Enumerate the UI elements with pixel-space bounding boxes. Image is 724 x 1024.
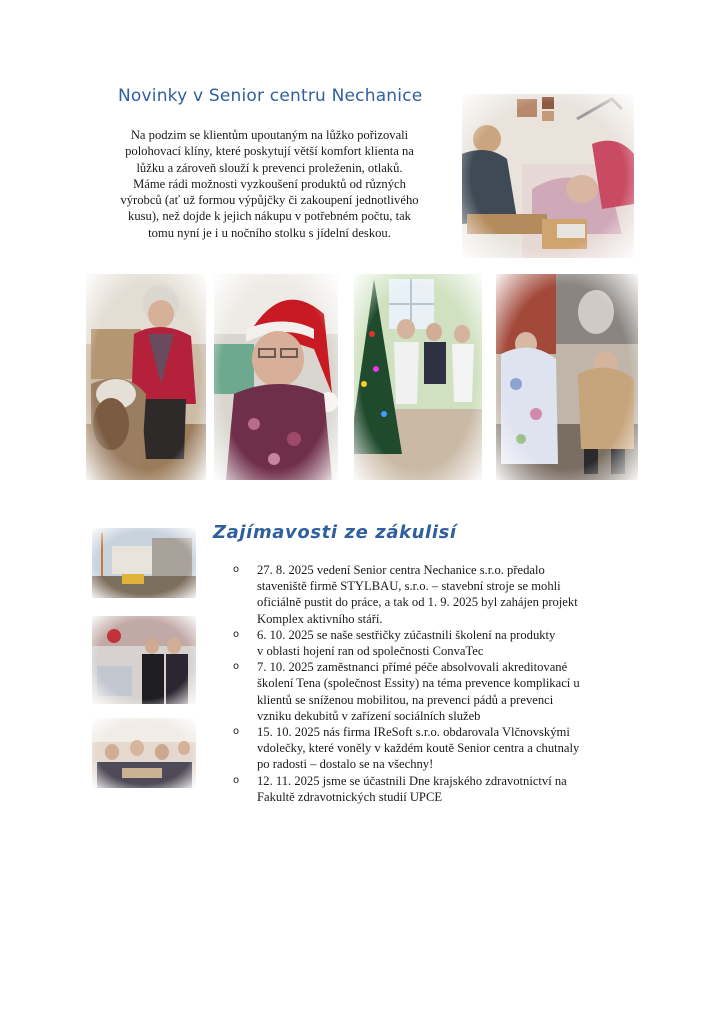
intro-line: lůžku a zároveň slouží k prevenci proleženin, otlaků. (136, 160, 403, 175)
photo-clients-gathering (92, 718, 196, 788)
intro-paragraph (92, 127, 447, 241)
list-item (233, 562, 648, 627)
photo-client-santa-hat (214, 274, 338, 480)
item-line: klientů se sníženou mobilitou, na prevenci pádů a prevenci (257, 692, 554, 707)
bullet-marker: o (233, 726, 240, 738)
item-line: Komplex aktivního stáří. (257, 611, 383, 626)
item-line: 12. 11. 2025 jsme se účastnili Dne krajského zdravotnictví na (257, 773, 567, 788)
intro-line: Na podzim se klientům upoutaným na lůžko pořizovali (130, 128, 409, 142)
photo-construction-site (92, 528, 196, 598)
bullet-marker: o (233, 628, 240, 640)
bullet-marker: o (233, 661, 240, 673)
section-title-behind-scenes: Zajímavosti ze zákulisí (213, 522, 457, 543)
item-line: 15. 10. 2025 nás firma IReSoft s.r.o. obdarovala Vlčnovskými (257, 725, 570, 740)
intro-line: kusu), než dojde k jejich nákupu v potřebném počtu, tak (128, 209, 411, 224)
item-line: 6. 10. 2025 se naše sestřičky zúčastnili školení na produkty (257, 627, 556, 642)
item-line: oficiálně pustit do práce, a tak od 1. 9. 2025 byl zahájen projekt (257, 595, 578, 610)
intro-line: polohovací klíny, které poskytují větší komfort klienta na (125, 144, 414, 159)
bullet-marker: o (233, 774, 240, 786)
photo-clients-outdoor (496, 274, 638, 480)
list-item (233, 724, 648, 773)
photo-staff-training (92, 616, 196, 704)
intro-line: Máme rádi možnosti vyzkoušení produktů od různých (133, 176, 406, 191)
item-line: vzniku dekubitů v zařízení sociálních služeb (257, 708, 481, 723)
item-line: školení Tena (společnost Essity) na téma prevence komplikací u (257, 676, 580, 691)
photo-caregivers-bedside (462, 94, 634, 258)
item-line: Fakultě zdravotnických studií UPCE (257, 789, 443, 804)
photo-christmas-tree-staff (354, 274, 482, 480)
item-line: staveniště firmě STYLBAU, s.r.o. – stavební stroje se mohli (257, 579, 561, 594)
intro-line: výrobců (ať už formou výpůjčky či zakoupení jednotlivého (120, 193, 419, 208)
bullet-marker: o (233, 564, 240, 575)
item-line: v oblasti hojení ran od společnosti ConvaTec (257, 644, 484, 659)
photo-client-with-dog (86, 274, 206, 480)
list-item (233, 659, 648, 724)
item-line: 7. 10. 2025 zaměstnanci přímé péče absolvovali akreditované (257, 660, 568, 675)
section-title-news: Novinky v Senior centru Nechanice (118, 86, 423, 106)
list-item (233, 627, 648, 659)
item-line: 27. 8. 2025 vedení Senior centra Nechanice s.r.o. předalo (257, 563, 545, 577)
item-line: vdolečky, které voněly v každém koutě Senior centra a chutnaly (257, 741, 580, 756)
intro-line: tomu nyní je i u nočního stolku s jídelní deskou. (148, 225, 391, 240)
item-line: po radosti – dostalo se na všechny! (257, 757, 434, 772)
list-item (233, 773, 648, 805)
news-list (233, 562, 648, 805)
